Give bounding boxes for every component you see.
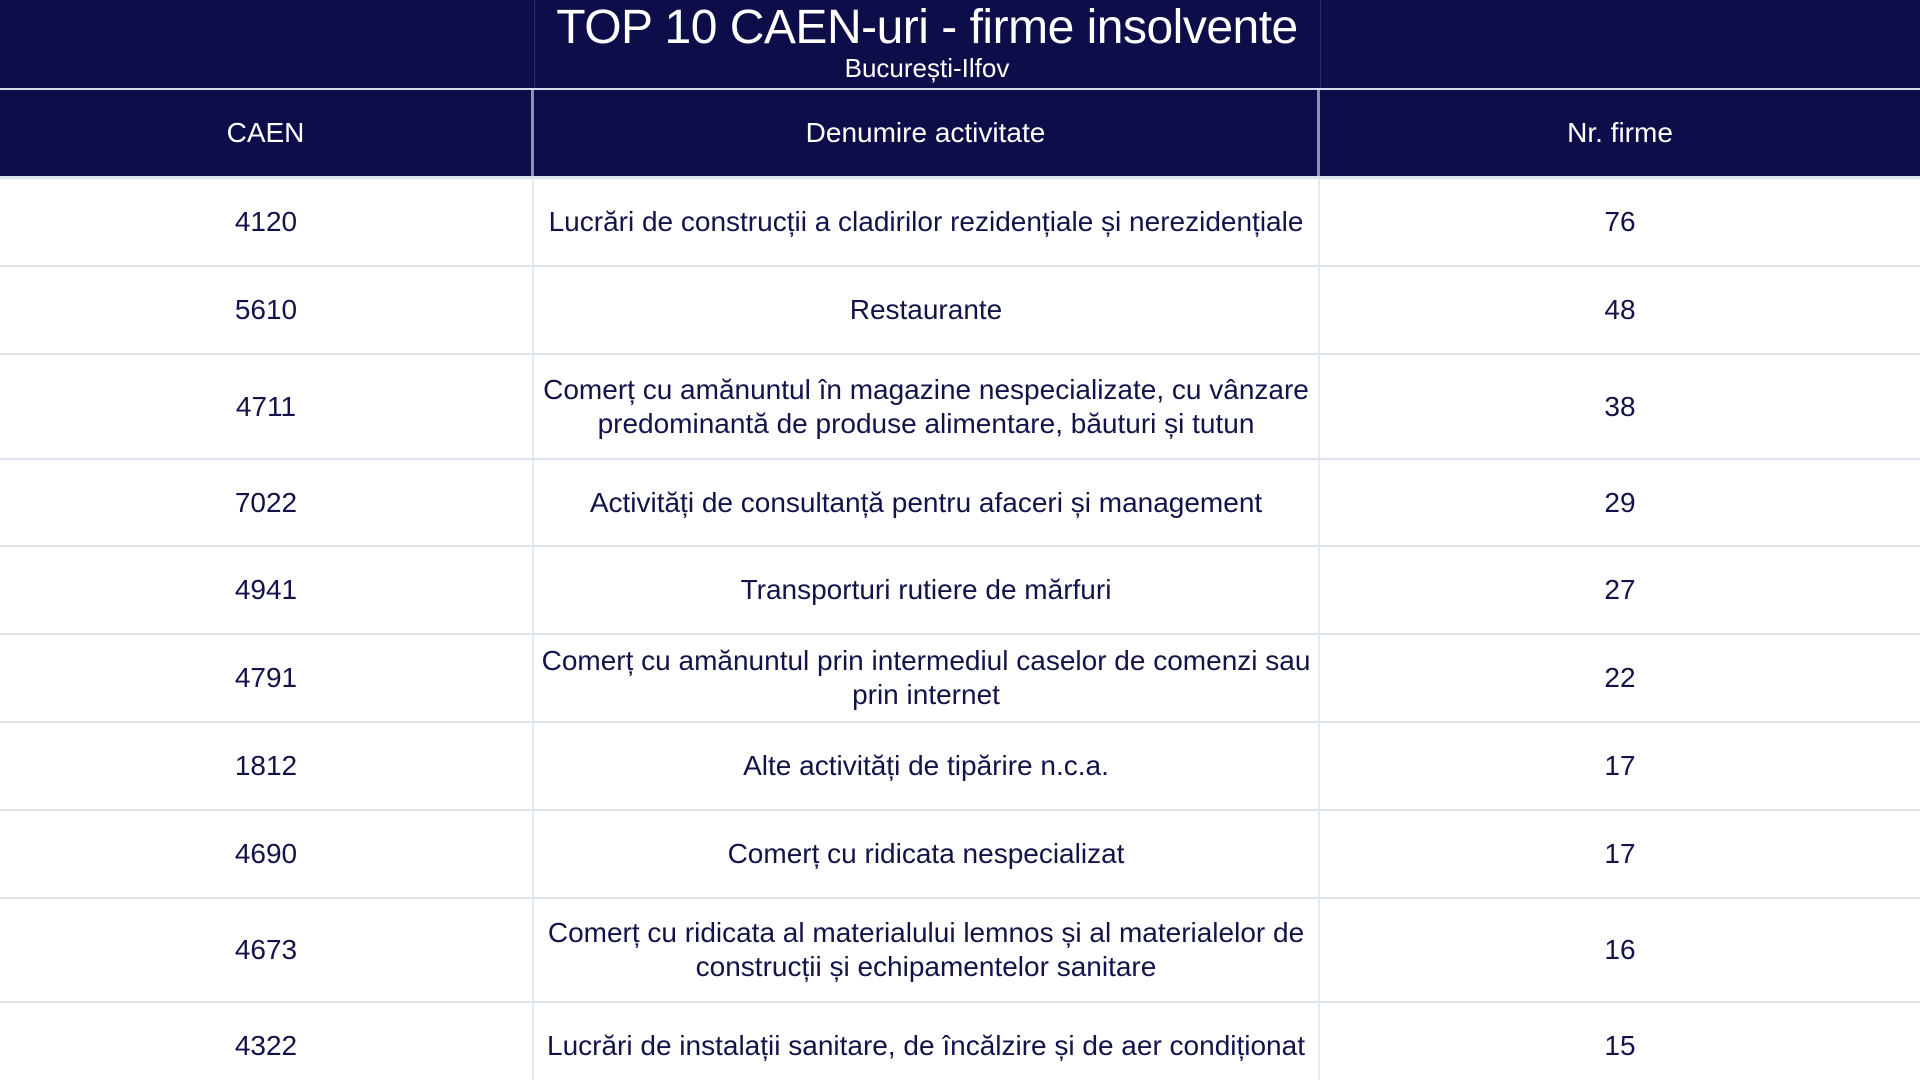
- cell-nr-firme: 29: [1604, 486, 1636, 518]
- cell-nr-firme: 16: [1604, 934, 1636, 965]
- table-row: [0, 355, 1920, 460]
- cell-caen: 4711: [0, 355, 534, 458]
- table-row: [0, 1003, 1920, 1080]
- cell-caen: 4690: [0, 811, 534, 897]
- table-header: [0, 90, 1920, 176]
- cell-caen: 4322: [0, 1003, 534, 1080]
- title-block: [534, 0, 1320, 89]
- cell-denumire: Lucrări de instalații sanitare, de încălzire și de aer condiționat: [534, 1003, 1320, 1080]
- title-band: [0, 0, 1920, 89]
- page-subtitle: București-Ilfov: [844, 53, 1010, 83]
- cell-nr-firme: 48: [1604, 294, 1636, 325]
- cell-denumire: Alte activități de tipărire n.c.a.: [534, 723, 1320, 809]
- cell-denumire: Restaurante: [534, 267, 1320, 353]
- table-row: [0, 460, 1920, 547]
- cell-denumire: Transporturi rutiere de mărfuri: [534, 547, 1320, 633]
- table-row: [0, 899, 1920, 1003]
- table-body: [0, 176, 1920, 1080]
- cell-caen: 4941: [0, 547, 534, 633]
- column-header-nr-firme: Nr. firme: [1567, 117, 1673, 148]
- cell-caen: 5610: [0, 267, 534, 353]
- title-divider-right: [1320, 0, 1321, 89]
- table-row: [0, 635, 1920, 723]
- cell-nr-firme: 38: [1604, 390, 1636, 422]
- cell-nr-firme: 17: [1604, 750, 1636, 781]
- table-row: [0, 811, 1920, 899]
- table-row: [0, 267, 1920, 355]
- cell-nr-firme: 15: [1604, 1030, 1636, 1061]
- cell-nr-firme: 76: [1604, 206, 1636, 237]
- table-row: [0, 179, 1920, 267]
- cell-nr-firme: 22: [1604, 662, 1636, 693]
- cell-denumire: Comerț cu ridicata nespecializat: [534, 811, 1320, 897]
- cell-caen: 7022: [0, 460, 534, 545]
- table-row: [0, 723, 1920, 811]
- cell-caen: 4791: [0, 635, 534, 721]
- cell-caen: 1812: [0, 723, 534, 809]
- cell-denumire: Comerț cu ridicata al materialului lemnos și al materialelor de construcții și echipamentelor sanitare: [534, 899, 1320, 1001]
- cell-denumire: Lucrări de construcții a cladirilor rezidențiale și nerezidențiale: [534, 179, 1320, 265]
- table-row: [0, 547, 1920, 635]
- cell-denumire: Activități de consultanță pentru afaceri și management: [534, 460, 1320, 545]
- cell-nr-firme: 27: [1604, 574, 1636, 605]
- cell-denumire: Comerț cu amănuntul prin intermediul caselor de comenzi sau prin internet: [534, 635, 1320, 721]
- cell-caen: 4673: [0, 899, 534, 1001]
- column-header-denumire: Denumire activitate: [534, 90, 1320, 176]
- page-title: TOP 10 CAEN-uri - firme insolvente: [556, 1, 1298, 54]
- cell-caen: 4120: [0, 179, 534, 265]
- column-header-caen: CAEN: [0, 90, 534, 176]
- cell-denumire: Comerț cu amănuntul în magazine nespecializate, cu vânzare predominantă de produse alimentare, băuturi și tutun: [534, 355, 1320, 458]
- cell-nr-firme: 17: [1604, 838, 1636, 869]
